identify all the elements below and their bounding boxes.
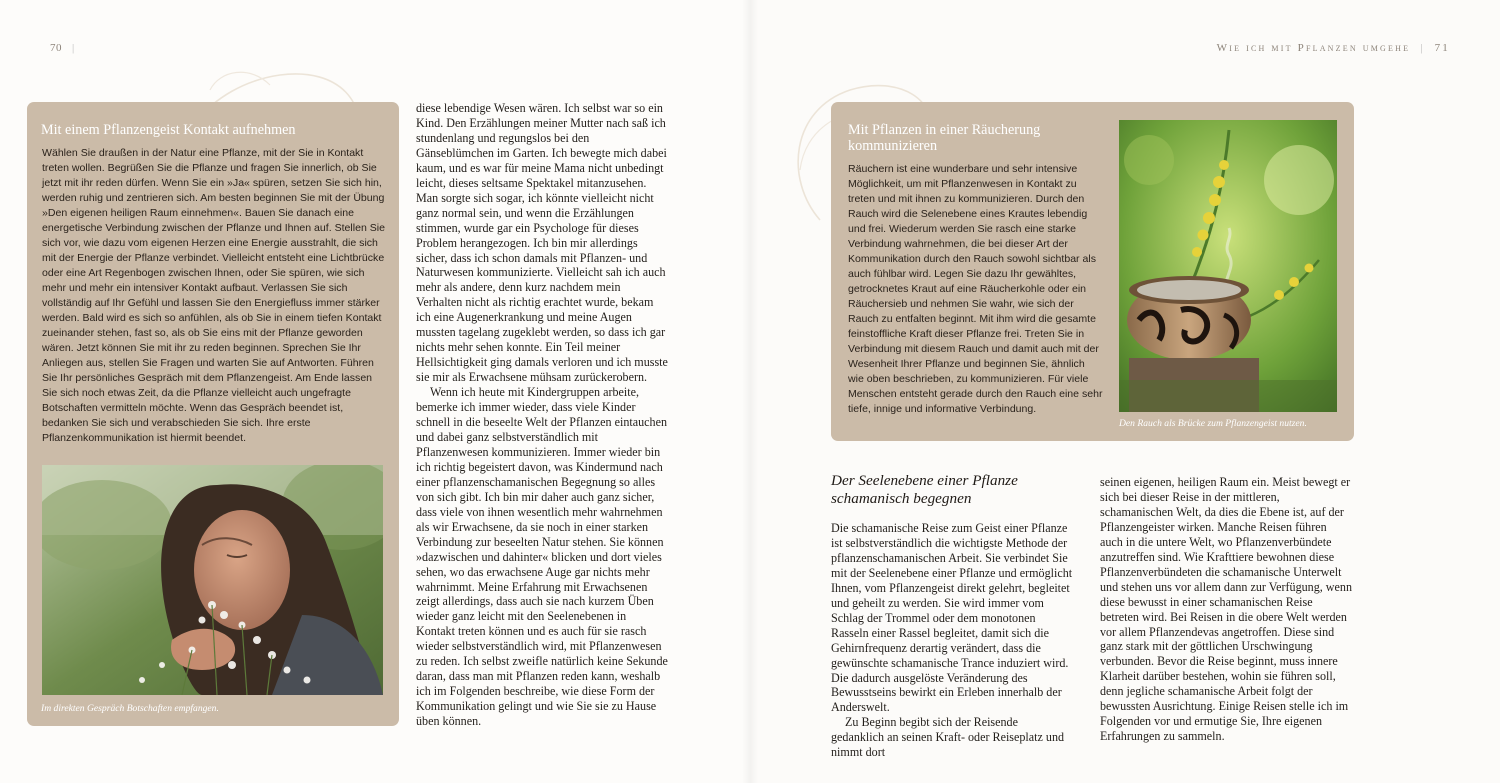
photo-woman-smelling-flowers <box>42 465 383 695</box>
exercise-box-right <box>831 102 1354 441</box>
right-page-folio: Wie ich mit Pflanzen umgehe | 71 <box>1216 42 1450 54</box>
running-head: Wie ich mit Pflanzen umgehe <box>1216 42 1411 54</box>
exercise-box-text: Räuchern ist eine wunderbare und sehr intensive Möglichkeit, um mit Pflanzenwesen in Kontakt zu treten und mit ihnen zu kommunizieren. Durch den Rauch wird die Selenebene eines Krautes lebendig und frei. Wiederum werden Sie rasch eine starke Verbindung wahrnehmen, die bei dieser Art der Kommunikation durch den Rauch sowohl sichtbar als auch fühlbar wird. Legen Sie dazu Ihr gewähltes, getrocknetes Kraut auf eine Räucherkohle oder ein Räuchersieb und nehmen Sie wahr, wie sich der Rauch zu entfalten beginnt. Mit ihm wird die gesamte feinstoffliche Kraft dieser Pflanze frei. Treten Sie in Verbindung mit diesem Rauch und damit auch mit der Wesenheit Ihrer Pflanze und beginnen Sie, ähnlich wie oben beschrieben, zu kommunizieren. Für viele Menschen entsteht gerade durch den Rauch eine sehr tiefe, innige und informative Verbindung. <box>848 163 1103 415</box>
body-paragraph: diese lebendige Wesen wären. Ich selbst war so ein Kind. Den Erzählungen meiner Mutter nach saß ich stundenlang und regungslos bei den Gänseblümchen im Garten. Ich bewegte mich dabei kaum, und es war für meine Mama nicht unbedingt leicht, dieses seltsame Spektakel mitanzusehen. Man sorgte sich sogar, ich könnte vielleicht nicht ganz normal sein, und wenn die Erzählungen stimmen, wurde gar ein Psychologe für dieses Problem herangezogen. Ich bin mir allerdings sicher, dass ich schon damals mit Pflanzen- und Naturwesen kommunizierte. Vielleicht sah ich auch mehr als andere, denn kurz nachdem mein Verhalten nicht als richtig erachtet wurde, bekam ich eine Augenerkrankung und meine Augen mussten tagelang zugeklebt werden, so dass ich gar nichts mehr sehen konnte. Ein Teil meiner Hellsichtigkeit ging damals verloren und ich musste sie mir als Erwachsene mühsam zurückerobern. <box>416 101 668 385</box>
body-paragraph: Zu Beginn begibt sich der Reisende gedanklich an seinen Kraft- oder Reiseplatz und nimmt dort <box>831 715 1065 760</box>
book-gutter <box>742 0 758 783</box>
left-page-body-column <box>416 101 668 729</box>
left-page-number: 70 <box>50 42 62 54</box>
exercise-box-text: Wählen Sie draußen in der Natur eine Pflanze, mit der Sie in Kontakt treten wollen. Begrüßen Sie die Pflanze und fragen Sie innerlich, ob Sie jetzt mit ihr reden dürfen. Wenn Sie ein »Ja« spüren, setzen Sie sich hin, werden ruhig und zentrieren sich. Am besten beginnen Sie mit der Übung »Den eigenen heiligen Raum einnehmen«. Bauen Sie danach eine energetische Verbindung zwischen der Pflanze und Ihnen auf. Stellen Sie sich vor, wie dazu vom eigenen Herzen eine Energie ausstrahlt, die sich mit der Energie der Pflanze verbindet. Vielleicht entsteht eine Lichtbrücke oder eine Art Regenbogen zwischen Ihnen, oder Sie spüren, wie sich mehr und mehr ein intensiver Kontakt aufbaut. Verlassen Sie sich vollständig auf Ihr Gefühl und lassen Sie den Energiefluss immer stärker werden. Bald wird es sich so anfühlen, als ob Sie in einem tiefen Kontakt zueinander stehen, fast so, als ob Sie eins mit der Pflanze geworden wären. Jetzt können Sie mit ihr zu reden beginnen. Sprechen Sie Ihr Anliegen aus, stellen Sie Fragen und warten Sie auf Antworten. Führen Sie Ihr persönliches Gespräch mit dem Pflanzengeist. Am Ende lassen Sie sich noch etwas Zeit, da die Pflanze vielleicht auch ungefragte Botschaften vermitteln möchte. Wenn das Gespräch beendet ist, bedanken Sie sich und verabschieden Sie sich. Ihre erste Pflanzenkommunikation ist hiermit beendet. <box>42 147 386 444</box>
photo-smudge-bowl <box>1119 120 1337 412</box>
right-page-body-column-2 <box>1100 475 1352 744</box>
exercise-box-left <box>27 102 399 726</box>
photo-caption-right: Den Rauch als Brücke zum Pflanzengeist nutzen. <box>1119 418 1307 429</box>
photo-caption-left: Im direkten Gespräch Botschaften empfangen. <box>41 703 219 714</box>
section-heading: Der Seelenebene einer Pflanze schamanisch begegnen <box>831 472 1018 507</box>
right-page-body-column-1 <box>831 521 1073 760</box>
left-page-folio: 70 | <box>50 42 75 54</box>
exercise-box-title: Mit einem Pflanzengeist Kontakt aufnehmen <box>41 122 296 138</box>
body-paragraph: Die schamanische Reise zum Geist einer Pflanze ist selbstverständlich die wichtigste Methode der pflanzenschamanischen Arbeit. Sie verbindet Sie mit der Seelenebene einer Pflanze und ermöglicht Ihnen, vom Pflanzengeist direkt gelehrt, begleitet und geheilt zu werden. Sie wird immer vom Schlag der Trommel oder dem monotonen Rasseln einer Rassel begleitet, damit sich die Gehirnfrequenz derartig verändert, dass die gewünschte schamanische Trance induziert wird. Die dadurch ausgelöste Veränderung des Bewusstseins bewirkt ein Erleben innerhalb der Anderswelt. <box>831 521 1073 715</box>
body-paragraph: seinen eigenen, heiligen Raum ein. Meist bewegt er sich bei dieser Reise in der mittleren, schamanischen Welt, da dies die Ebene ist, auf der Pflanzengeister wirken. Manche Reisen führen auch in die untere Welt, wo Pflanzenverbündete anzutreffen sind. Wie Krafttiere bewohnen diese Pflanzenverbündeten die schamanische Unterwelt und stehen uns vor allem dann zur Verfügung, wenn diese bewusst in einer schamanischen Reise betreten wird. Bei Reisen in die obere Welt werden vor allem Pflanzendevas angetroffen. Diese sind ganz stark mit der göttlichen Urschwingung verbunden. Bevor die Reise beginnt, muss innere Klarheit darüber bestehen, wohin sie führen soll, denn jegliche schamanische Arbeit folgt der bewussten Ausrichtung. Einige Reisen stelle ich im Folgenden vor und ermutige Sie, Ihre eigenen Erfahrungen zu sammeln. <box>1100 475 1353 744</box>
exercise-box-title: Mit Pflanzen in einer Räucherung kommunizieren <box>848 122 1041 154</box>
right-page-number: 71 <box>1434 42 1450 54</box>
body-paragraph: Wenn ich heute mit Kindergruppen arbeite, bemerke ich immer wieder, dass viele Kinder schnell in die beseelte Welt der Pflanzen eintauchen und dabei ganz selbstverständlich mit Pflanzenwesen kommunizieren. Immer wieder bin ich richtig begeistert davon, was Kindermund nach einer pflanzenschamanischen Begegnung so alles von sich gibt. Ich bin mir daher auch ganz sicher, dass viele von ihnen wesentlich mehr wahrnehmen als wir Erwachsene, da sie noch in einer starken Verbindung zur beseelten Natur stehen. Sie können »dazwischen und dahinter« blicken und dort vieles sehen, wo das erwachsene Auge gar nichts mehr wahrnimmt. Meine Erfahrung mit Erwachsenen zeigt allerdings, dass auch sie nach kurzem Üben wieder ganz leicht mit den Seelenebenen in Kontakt treten können und es auch für sie rasch wieder selbstverständlich wird, mit Pflanzenwesen zu reden. Ich selbst zweifle natürlich keine Sekunde daran, dass man mit Pflanzen reden kann, weshalb ich im Folgenden beschreibe, wie diese Form der Kommunikation gelingt und wie Sie sie zu Hause üben können. <box>416 385 668 729</box>
